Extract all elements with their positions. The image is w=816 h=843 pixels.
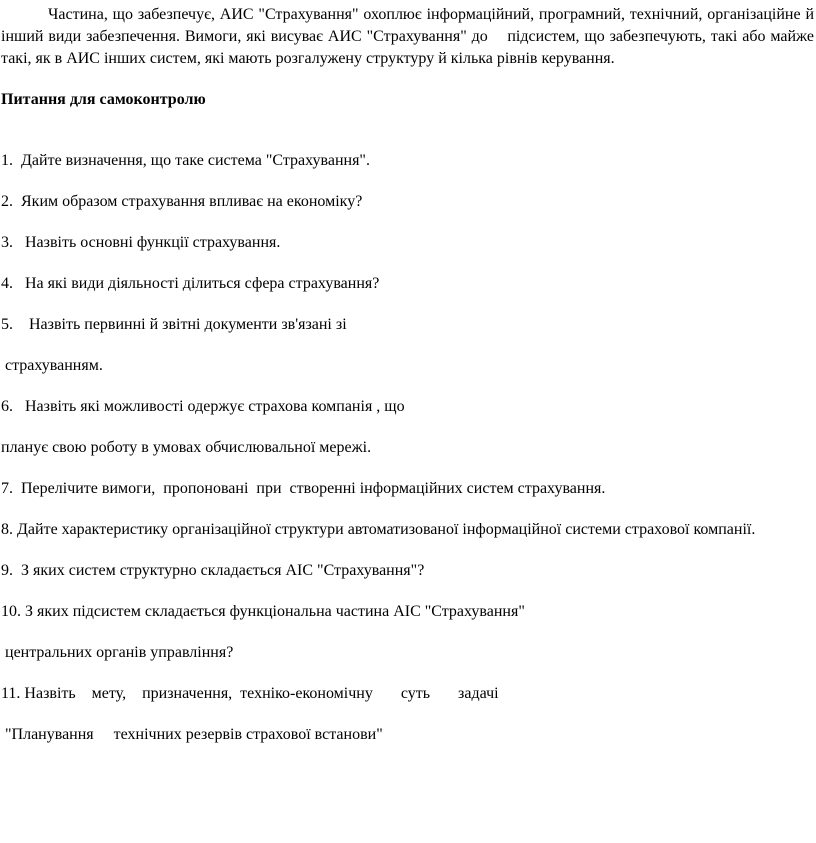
question-line-5-continuation: страхуванням. [1, 357, 103, 374]
question-line-4: 4. На які види діяльності ділиться сфера страхування? [1, 275, 380, 292]
question-line-10-continuation: центральних органів управління? [1, 644, 234, 661]
question-line-6-continuation: планує свою роботу в умовах обчислювальної мережі. [1, 439, 372, 456]
question-line-9: 9. З яких систем структурно складається АІС "Страхування"? [1, 562, 425, 579]
question-line-2: 2. Яким образом страхування впливає на економіку? [1, 193, 363, 210]
section-heading: Питання для самоконтролю [1, 91, 206, 108]
questions-list [1, 150, 814, 745]
question-line-1: 1. Дайте визначення, що таке система "Страхування". [1, 152, 370, 169]
question-line-11: 11. Назвіть мету, призначення, техніко-економічну суть задачі [1, 685, 499, 702]
question-line-5: 5. Назвіть первинні й звітні документи зв'язані зі [1, 316, 347, 333]
question-line-6: 6. Назвіть які можливості одержує страхова компанія , що [1, 398, 405, 415]
question-line-10: 10. З яких підсистем складається функціональна частина АІС "Страхування" [1, 603, 525, 620]
question-line-8: 8. Дайте характеристику організаційної структури автоматизованої інформаційної системи страхової компанії. [1, 521, 756, 538]
question-line-7: 7. Перелічите вимоги, пропоновані при створенні інформаційних систем страхування. [1, 480, 606, 497]
question-line-11-continuation: "Планування технічних резервів страхової встанови" [1, 726, 383, 743]
question-line-3: 3. Назвіть основні функції страхування. [1, 234, 281, 251]
intro-paragraph: Частина, що забезпечує, АИС "Страхування" охоплює інформаційний, програмний, технічний, організаційне й інший види забезпечення. Вимоги, які висуває АИС "Страхування" до підсистем, що забезпечують, такі або майже такі, як в АИС інших систем, які мають розгалужену структуру й кілька рівнів керування. [1, 6, 814, 67]
